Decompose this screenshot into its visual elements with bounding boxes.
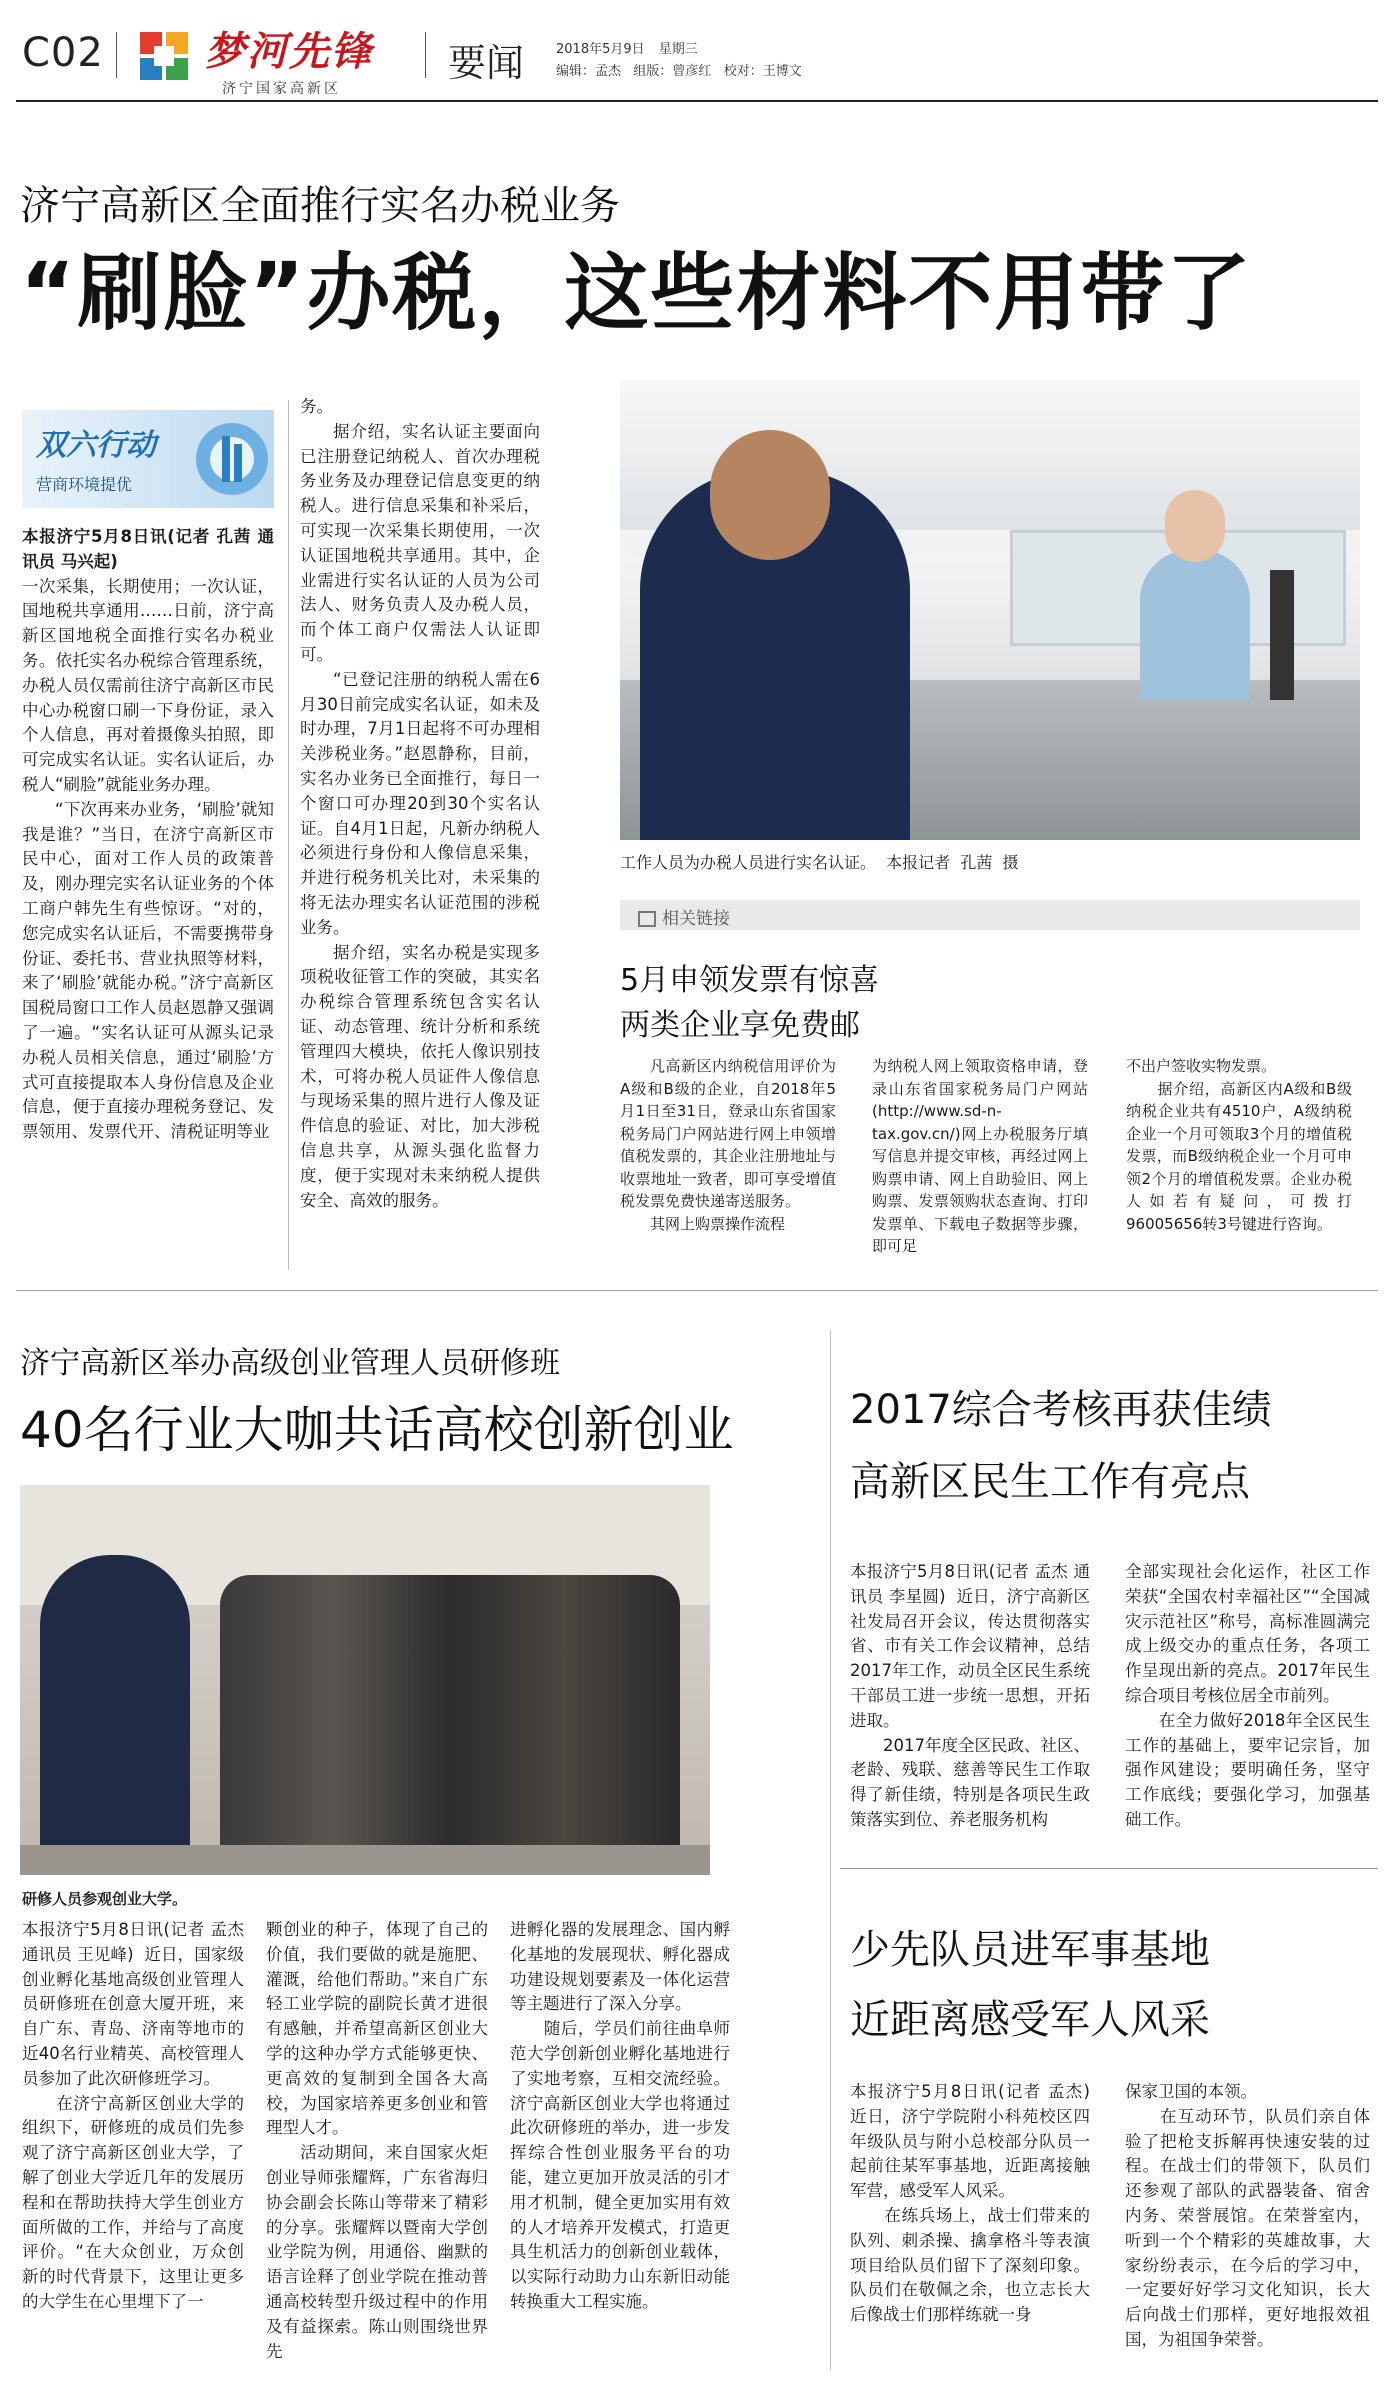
story2-headline: 40名行业大咖共话高校创新创业 [20, 1401, 734, 1459]
story3-paragraph: 本报济宁5月8日讯(记者 孟杰 通讯员 李星圆) 近日，济宁高新区社发局召开会议，传达贯彻落实省、市有关工作会议精神，总结2017年工作，动员全区民生系统干部员工进一步统一思想，开拓进取。 2017年度全区民政、社区、老龄、残联、慈善等民生工作取得了新佳绩，特别是各项民生政策落实到位、养老服务机构 [850, 1562, 1090, 1829]
newspaper-logo-text: 梦河先锋 [205, 28, 373, 75]
sidebar-headline-2: 两类企业享免费邮 [620, 1008, 860, 1043]
story3-headline-1: 2017综合考核再获佳绩 [850, 1387, 1272, 1433]
column-divider [288, 400, 289, 1270]
photo-group [220, 1575, 680, 1875]
issue-date-text: 2018年5月9日 [556, 42, 645, 57]
story4-headline-1: 少先队员进军事基地 [850, 1927, 1210, 1973]
sidebar-paragraph: 为纳税人网上领取资格申请，登录山东省国家税务局门户网站(http://www.sd-n-tax.gov.cn/)网上办税服务厅填写信息并提交审核，再经过网上购票申请、网上自助验旧、网上购票、发票领购状态查询、打印发票单、下载电子数据等步骤，即可足 [872, 1057, 1088, 1255]
sidebar-column-1 [620, 1055, 836, 1265]
campaign-badge [22, 410, 274, 508]
story1-paragraph: 据介绍，实名认证主要面向已注册登记纳税人、首次办理税务业务及办理登记信息变更的纳税人。进行信息采集和补采后，可实现一次采集长期使用，一次认证国地税共享通用。其中，企业需进行实名认证的人员为公司法人、财务负责人及办税人员，而个体工商户仅需法人认证即可。 [300, 421, 540, 664]
section-title: 要闻 [448, 41, 525, 85]
photo-camera-device [1270, 570, 1294, 700]
story3-paragraph: 全部实现社会化运作，社区工作荣获“全国农村幸福社区”“全国减灾示范社区”称号，高标准圆满完成上级交办的重点任务，各项工作呈现出新的亮点。2017年民生综合项目考核位居全市前列。 在全力做好2018年全区民生工作的基础上，要牢记宗旨，加强作风建设；要明确任务，坚守工作底线；要强化学习，加强基础工作。 [1125, 1562, 1370, 1829]
story1-byline: 本报济宁5月8日讯(记者 孔茜 通讯员 马兴起) [22, 527, 274, 571]
photo-customer-head [710, 430, 830, 560]
masthead-divider [425, 32, 426, 78]
photo-speaker [40, 1555, 190, 1875]
story2-paragraph: 颗创业的种子，体现了自己的价值，我们要做的就是施肥、灌溉，给他们帮助。”来自广东轻工业学院的副院长黄才进很有感触，并希望高新区创业大学的这种办学方式能够更快、更高效的复制到全国各大高校，为国家培养更多创业和管理型人才。 活动期间，来自国家火炬创业导师张耀辉，广东省海归协会副会长陈山等带来了精彩的分享。张耀辉以暨南大学创业学院为例，用通俗、幽默的语言诠释了创业学院在推动普通高校转型升级过程中的作用及有益探索。陈山则围绕世界先 [266, 1920, 488, 2361]
story1-paragraph: “已登记注册的纳税人需在6月30日前完成实名认证，如未及时办理，7月1日起将不可办理相关涉税业务。”赵恩静称，目前，实名办业务已全面推行，每日一个窗口可办理20到30个实名认证。自4月1日起，凡新办纳税人必须进行身份和人像信息采集，并进行税务机关比对，未采集的将无法办理实名认证范围的涉税业务。 [300, 669, 540, 937]
story4-paragraph: 本报济宁5月8日讯(记者 孟杰) 近日，济宁学院附小科苑校区四年级队员与附小总校部分队员一起前往某军事基地，近距离接触军营，感受军人风采。 在练兵场上，战士们带来的队列、刺杀操、擒拿格斗等表演项目给队员们留下了深刻印象。队员们在敬佩之余，也立志长大后像战士们那样练就一身 [850, 2082, 1090, 2325]
campaign-graphic-icon [192, 416, 272, 502]
story1-paragraph: 一次采集，长期使用；一次认证，国地税共享通用……日前，济宁高新区国地税全面推行实名办税业务。依托实名办税综合管理系统，办税人员仅需前往济宁高新区市民中心办税窗口刷一下身份证，录入个人信息，再对着摄像头拍照，即可完成实名认证。实名认证后，办税人“刷脸”就能业务办理。 [22, 576, 274, 794]
story3-column-2 [1125, 1560, 1370, 1860]
story2-photo-caption: 研修人员参观创业大学。 [22, 1890, 188, 1908]
story1-paragraph: 务。 [300, 397, 333, 416]
story2-column-3 [510, 1918, 730, 2378]
story4-paragraph: 保家卫国的本领。 在互动环节，队员们亲自体验了把枪支拆解再快速安装的过程。在战士们的带领下，队员们还参观了部队的武器装备、宿舍内务、荣誉展馆。在荣誉室内，听到一个个精彩的英雄故事，大家纷纷表示，在今后的学习中，一定要好好学习文化知识，长大后向战士们那样，更好地报效祖国，为祖国争荣誉。 [1125, 2082, 1370, 2349]
photo-clerk-head [1165, 490, 1225, 562]
masthead-divider [116, 32, 117, 78]
related-link-label [638, 904, 730, 929]
story1-paragraph: “下次再来办业务，‘刷脸’就知我是谁？”当日，在济宁高新区市民中心，面对工作人员的政策普及，刚办理完实名认证业务的个体工商户韩先生有些惊讶。“对的，您完成实名认证后，不需要携带身份证、委托书、营业执照等材料，来了‘刷脸’就能办税。”济宁高新区国税局窗口工作人员赵恩静又强调了一遍。“实名认证可从源头记录办税人员相关信息，通过‘刷脸’方式可直接提取本人身份信息及企业信息，便于直接办理税务登记、发票领用、发票代开、清税证明等业 [22, 799, 274, 1142]
story2-column-2 [266, 1918, 488, 2378]
story1-column-2 [300, 395, 540, 1270]
page-code: C02 [22, 30, 104, 76]
story1-headline: “刷脸”办税，这些材料不用带了 [20, 244, 1253, 342]
sidebar-column-2 [872, 1055, 1088, 1265]
related-link-text: 相关链接 [662, 909, 730, 929]
newspaper-logo-icon [138, 30, 190, 82]
story3-headline-2: 高新区民生工作有亮点 [850, 1459, 1250, 1505]
story2-paragraph: 进孵化器的发展理念、国内孵化基地的发展现状、孵化器成功建设规划要素及一体化运营等主题进行了深入分享。 随后，学员们前往曲阜师范大学创新创业孵化基地进行了实地考察，互相交流经验。济宁高新区创业大学也将通过此次研修班的举办，进一步发挥综合性创业服务平台的功能，建立更加开放灵活的引才用才机制，健全更加实用有效的人才培养开发模式，打造更具生机活力的创新创业载体，以实际行动助力山东新旧动能转换重大工程实施。 [510, 1920, 730, 2311]
story4-column-2 [1125, 2080, 1370, 2380]
document-icon [638, 911, 656, 927]
sidebar-paragraph: 不出户签收实物发票。 据介绍，高新区内A级和B级纳税企业共有4510户，A级纳税企业一个月可领取3个月的增值税发票，而B级纳税企业一个月可申领2个月的增值税发票。企业办税人如若有疑问，可拨打96005656转3号键进行咨询。 [1126, 1057, 1352, 1233]
story2-photo [20, 1485, 710, 1875]
campaign-badge-bottom: 营商环境提优 [36, 475, 133, 494]
issue-date [556, 38, 698, 57]
story4-headline-2: 近距离感受军人风采 [850, 1997, 1210, 2043]
page-credits: 编辑：孟杰 组版：曾彦红 校对：王博文 [556, 64, 802, 79]
story2-paragraph: 本报济宁5月8日讯(记者 孟杰 通讯员 王见峰) 近日，国家级创业孵化基地高级创业管理人员研修班在创意大厦开班，来自广东、青岛、济南等地市的近40名行业精英、高校管理人员参加了此次研修班学习。 在济宁高新区创业大学的组织下，研修班的成员们先参观了济宁高新区创业大学，了解了创业大学近几年的发展历程和在帮助扶持大学生创业方面所做的工作，并给与了高度评价。“在大众创业，万众创新的时代背景下，这里让更多的大学生在心里埋下了一 [22, 1920, 244, 2311]
story4-column-1 [850, 2080, 1090, 2380]
sidebar-paragraph: 凡高新区内纳税信用评价为A级和B级的企业，自2018年5月1日至31日，登录山东省国家税务局门户网站进行网上申领增值税发票的，其企业注册地址与收票地址一致者，即可享受增值税发票免费快递寄送服务。 其网上购票操作流程 [620, 1057, 836, 1233]
story3-column-1 [850, 1560, 1090, 1860]
photo-floor [20, 1845, 710, 1875]
related-link-tab [620, 900, 1360, 930]
column-divider [830, 1330, 831, 2370]
story1-kicker: 济宁高新区全面推行实名办税业务 [20, 183, 620, 229]
story1-column-1 [22, 525, 274, 1265]
section-rule [840, 1868, 1378, 1869]
story2-column-1 [22, 1918, 244, 2378]
story1-photo [620, 380, 1360, 840]
issue-weekday: 星期三 [658, 42, 698, 57]
campaign-badge-top: 双六行动 [36, 428, 156, 463]
story1-photo-caption: 工作人员为办税人员进行实名认证。 本报记者 孔茜 摄 [620, 853, 1019, 872]
masthead-rule [16, 100, 1378, 102]
section-rule [16, 1290, 1378, 1291]
sidebar-headline-1: 5月申领发票有惊喜 [620, 963, 880, 998]
story1-paragraph: 据介绍，实名办税是实现多项税收征管工作的突破，其实名办税综合管理系统包含实名认证、动态管理、统计分析和系统管理四大模块，依托人像识别技术，可将办税人员证件人像信息与现场采集的照片进行人像及证件信息的验证、对比，加大涉税信息共享，从源头强化监督力度，便于实现对未来纳税人提供安全、高效的服务。 [300, 942, 540, 1210]
story2-kicker: 济宁高新区举办高级创业管理人员研修班 [20, 1346, 560, 1381]
photo-clerk [1140, 550, 1250, 700]
sidebar-column-3 [1126, 1055, 1352, 1265]
newspaper-logo-subtitle: 济宁国家高新区 [222, 81, 341, 97]
